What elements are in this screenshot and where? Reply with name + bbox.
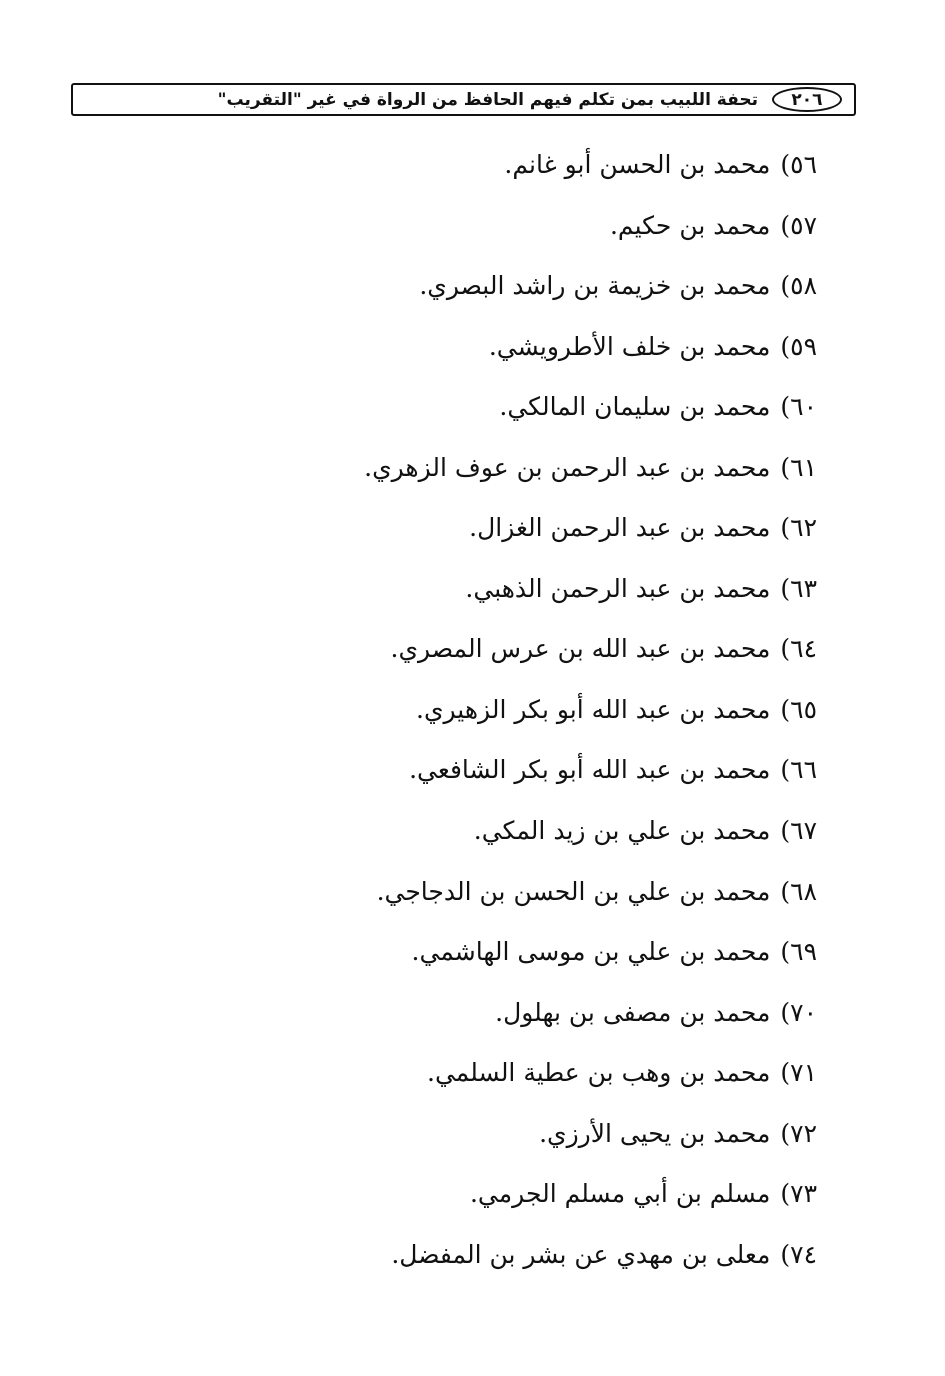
narrator-list: [217, 142, 817, 1292]
list-item: [217, 687, 817, 748]
entry-text: محمد بن حكيم.: [609, 210, 771, 240]
entry-text: محمد بن يحيى الأرزي.: [539, 1118, 771, 1148]
entry-text: معلى بن مهدي عن بشر بن المفضل.: [391, 1239, 771, 1269]
entry-number: ٦٥): [780, 694, 817, 724]
entry-text: محمد بن علي بن الحسن بن الدجاجي.: [376, 876, 771, 906]
running-header: [71, 83, 856, 116]
entry-text: محمد بن وهب بن عطية السلمي.: [427, 1058, 771, 1088]
list-item: [217, 324, 817, 385]
entry-number: ٥٩): [780, 331, 817, 361]
entry-text: محمد بن علي بن زيد المكي.: [473, 816, 771, 846]
list-item: [217, 1050, 817, 1111]
entry-text: محمد بن خزيمة بن راشد البصري.: [419, 271, 771, 301]
entry-number: ٧١): [780, 1058, 817, 1088]
entry-text: محمد بن الحسن أبو غانم.: [504, 150, 771, 179]
list-item: [217, 505, 817, 566]
entry-number: ٦٩): [780, 937, 817, 967]
entry-text: محمد بن علي بن موسى الهاشمي.: [411, 937, 771, 967]
entry-number: ٦٦): [780, 755, 817, 785]
list-item: [217, 990, 817, 1051]
entry-number: ٦٨): [780, 876, 817, 906]
entry-text: محمد بن عبد الرحمن بن عوف الزهري.: [364, 452, 771, 482]
list-item: [217, 747, 817, 808]
list-item: [217, 869, 817, 930]
entry-number: ٦١): [780, 452, 817, 482]
list-item: [217, 263, 817, 324]
entry-text: محمد بن خلف الأطرويشي.: [488, 331, 771, 361]
list-item: [217, 1111, 817, 1172]
page-number: ٢٠٦: [772, 87, 842, 112]
list-item: [217, 384, 817, 445]
entry-text: محمد بن عبد الله بن عرس المصري.: [390, 634, 771, 664]
list-item: [217, 808, 817, 869]
entry-text: محمد بن عبد الرحمن الغزال.: [469, 513, 771, 543]
entry-text: محمد بن مصفى بن بهلول.: [495, 997, 771, 1027]
list-item: [217, 203, 817, 264]
list-item: [217, 142, 817, 203]
entry-number: ٧٤): [780, 1239, 817, 1269]
entry-number: ٦٧): [780, 816, 817, 846]
entry-number: ٧٢): [780, 1118, 817, 1148]
entry-number: ٧٣): [780, 1179, 817, 1209]
entry-number: ٥٨): [780, 271, 817, 301]
entry-text: محمد بن عبد الله أبو بكر الزهيري.: [416, 694, 771, 724]
entry-number: ٥٧): [780, 210, 817, 240]
book-title: تحفة اللبيب بمن تكلم فيهم الحافظ من الرواة في غير "التقريب": [217, 89, 758, 110]
list-item: [217, 1171, 817, 1232]
entry-text: محمد بن سليمان المالكي.: [499, 392, 771, 422]
entry-text: محمد بن عبد الله أبو بكر الشافعي.: [409, 755, 771, 785]
list-item: [217, 566, 817, 627]
entry-text: مسلم بن أبي مسلم الجرمي.: [469, 1179, 771, 1209]
list-item: [217, 929, 817, 990]
entry-number: ٦٤): [780, 634, 817, 664]
entry-number: ٦٢): [780, 513, 817, 543]
entry-number: ٦٣): [780, 573, 817, 603]
entry-number: ٥٦): [780, 150, 817, 179]
entry-text: محمد بن عبد الرحمن الذهبي.: [465, 573, 771, 603]
list-item: [217, 445, 817, 506]
entry-number: ٦٠): [780, 392, 817, 422]
list-item: [217, 626, 817, 687]
list-item: [217, 1232, 817, 1293]
entry-number: ٧٠): [780, 997, 817, 1027]
